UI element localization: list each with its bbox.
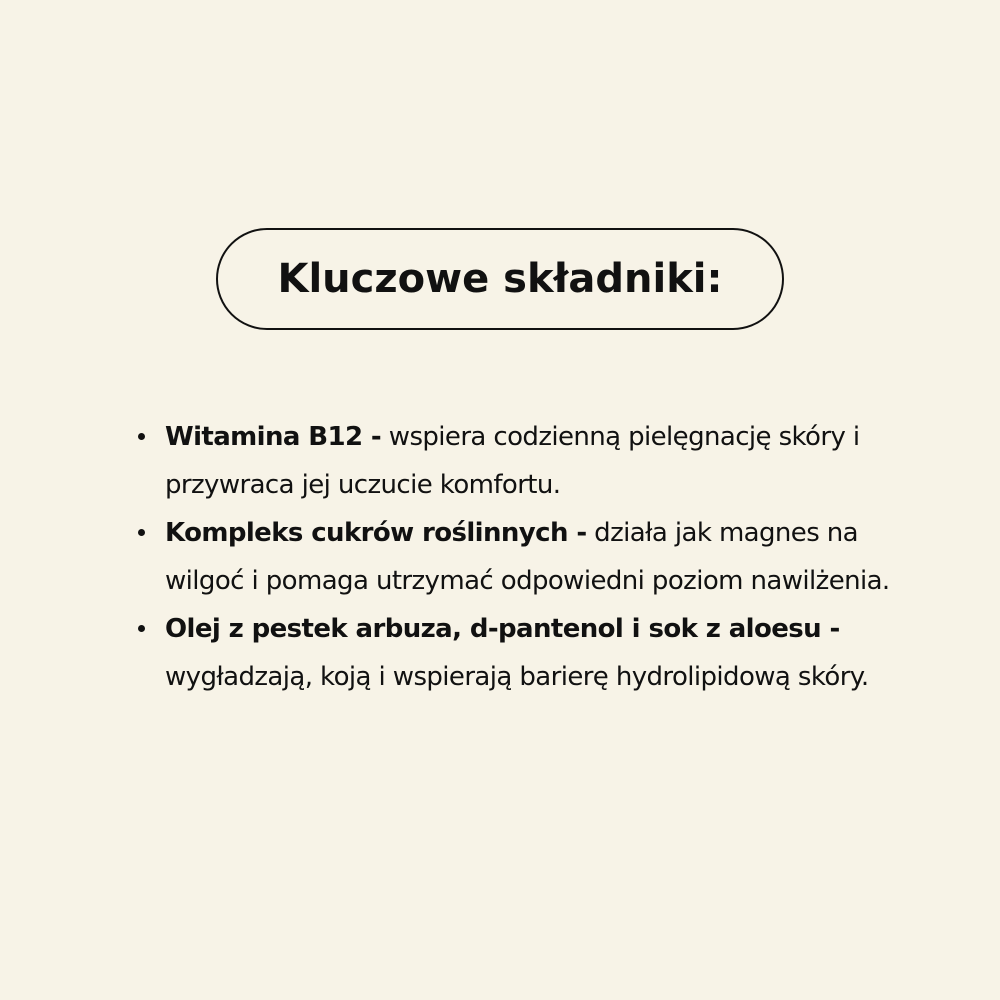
ingredient-name: Witamina B12 - — [165, 422, 382, 452]
ingredient-name: Olej z pestek arbuza, d-pantenol i sok z aloesu - — [165, 614, 840, 644]
title-pill — [216, 228, 784, 330]
bullet-icon — [138, 433, 145, 440]
ingredient-description: wspiera codzienną pielęgnację skóry i przywraca jej uczucie komfortu. — [165, 422, 860, 500]
list-item — [136, 605, 906, 701]
list-item — [136, 509, 906, 605]
ingredient-list — [136, 413, 906, 701]
bullet-icon — [138, 625, 145, 632]
list-item — [136, 413, 906, 509]
ingredient-name: Kompleks cukrów roślinnych - — [165, 518, 587, 548]
ingredient-description: wygładzają, koją i wspierają barierę hydrolipidową skóry. — [165, 662, 869, 692]
bullet-icon — [138, 529, 145, 536]
page-title: Kluczowe składniki: — [277, 256, 723, 302]
ingredient-description: działa jak magnes na wilgoć i pomaga utrzymać odpowiedni poziom nawilżenia. — [165, 518, 890, 596]
